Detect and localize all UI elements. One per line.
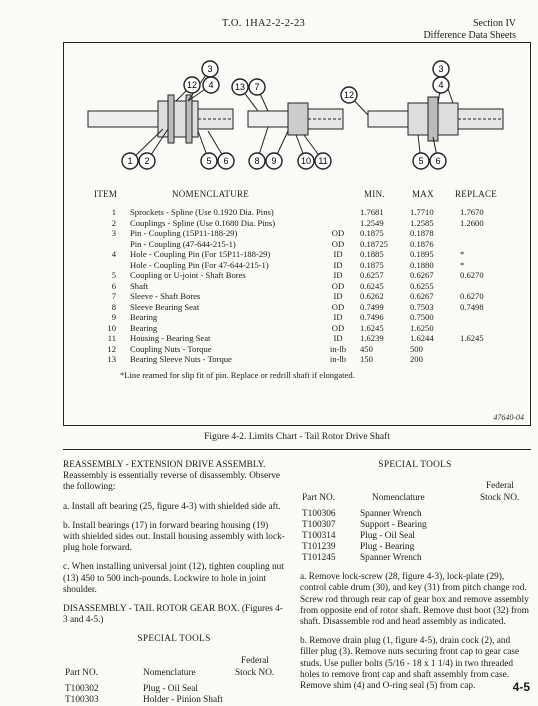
col-stock-1: Federal: [241, 655, 269, 666]
callout-2: [139, 153, 155, 169]
section-title: Difference Data Sheets: [423, 30, 516, 41]
reassembly-intro: REASSEMBLY - EXTENSION DRIVE ASSEMBLY. Reassembly is essentially reverse of disassembly. Observe the following:: [63, 460, 281, 493]
callout-10: [298, 153, 314, 169]
tool-row: T100302 Plug - Oil Seal: [65, 683, 199, 694]
table-row: 12 Coupling Nuts - Torque in-lb 450 500: [107, 343, 423, 354]
svg-text:6: 6: [223, 156, 229, 166]
col-part: Part NO.: [302, 493, 336, 504]
step-c-left: c. When installing universal joint (12), tighten coupling nut (13) 450 to 500 inch-pounds. Lockwire to hole in joint shoulder.: [63, 562, 284, 595]
svg-text:4: 4: [438, 80, 444, 90]
special-tools-title-left: SPECIAL TOOLS: [137, 634, 211, 645]
left-column: [63, 460, 285, 706]
tool-row: T100306 Spanner Wrench: [302, 509, 422, 520]
table-row: 10 Bearing OD 1.6245 1.6250: [107, 322, 434, 333]
drawing-number-stamp: 47640-04: [493, 413, 524, 422]
section-header: [423, 18, 516, 42]
svg-text:13: 13: [234, 82, 246, 92]
right-column: [300, 460, 530, 700]
tools-header-left: [63, 654, 285, 680]
table-row: 2 Couplings - Spline (Use 0.1680 Dia. Pins) 1.2549 1.2585 1.2600: [111, 217, 484, 228]
figure-caption: Figure 4-2. Limits Chart - Tail Rotor Drive Shaft: [204, 432, 390, 442]
svg-text:9: 9: [271, 156, 277, 166]
svg-text:4: 4: [208, 80, 214, 90]
table-footnote: *Line reamed for slip fit of pin. Replace or redrill shaft if elongated.: [120, 369, 355, 380]
tool-row: T100303 Holder - Pinion Shaft: [65, 694, 223, 705]
header-replace: REPLACE: [455, 189, 498, 199]
callout-6-right: [430, 153, 446, 169]
svg-text:6: 6: [435, 156, 441, 166]
svg-text:1: 1: [127, 156, 133, 166]
svg-text:2: 2: [144, 156, 150, 166]
page-number: 4-5: [512, 680, 530, 694]
limits-table-body: [72, 207, 528, 365]
callout-13: [232, 79, 248, 95]
table-row: 8 Sleeve Bearing Seat OD 0.7499 0.7503 0.7498: [111, 301, 484, 312]
tools-header-right: [300, 479, 530, 505]
drive-shaft-drawing: [68, 49, 528, 189]
svg-text:12: 12: [343, 90, 355, 100]
table-row: 6 Shaft OD 0.6245 0.6255: [111, 280, 434, 291]
header-min: MIN.: [364, 189, 385, 199]
table-row: 4 Hole - Coupling Pin (For 15P11-188-29) ID 0.1885 0.1895 *: [111, 249, 465, 259]
callout-6-left: [218, 153, 234, 169]
tool-row: T101245 Spanner Wrench: [302, 553, 422, 564]
doc-number: T.O. 1HA2-2-2-23: [222, 18, 306, 29]
limits-table-header: [72, 189, 528, 203]
callout-4-left: [203, 77, 219, 93]
callout-8: [249, 153, 265, 169]
tool-row: T100314 Plug - Oil Seal: [302, 531, 416, 542]
svg-text:5: 5: [206, 156, 212, 166]
callout-11: [315, 153, 331, 169]
svg-text:12: 12: [186, 80, 198, 90]
col-nomenclature: Nomenclature: [143, 667, 196, 678]
svg-text:5: 5: [418, 156, 424, 166]
table-row: Pin - Coupling (47-644-215-1) OD 0.18725 0.1876: [130, 238, 434, 249]
step-a-right: a. Remove lock-screw (28, figure 4-3), lock-plate (29), control cable drum (30), and key (31) from pitch change rod. Screw rod through rear cap of gear box and remove assembly from opposite end of rotor shaft. Remove dust boot (32) from shaft. Disassemble rod and head assembly as indicated.: [300, 572, 530, 628]
svg-text:3: 3: [207, 64, 213, 74]
divider: [63, 449, 531, 450]
step-a-left: a. Install aft bearing (25, figure 4-3) with shielded side aft.: [63, 501, 281, 512]
table-row: 5 Coupling or U-joint - Shaft Bores ID 0.6257 0.6267 0.6270: [111, 270, 484, 280]
callout-3-right: [433, 61, 449, 77]
step-b-left: b. Install bearings (17) in forward bearing housing (19) with shielded sides out. Install housing assembly with lock-plug hole forward.: [63, 520, 285, 554]
callout-12-middle: [341, 87, 357, 103]
header-max: MAX: [412, 189, 434, 199]
header-item: ITEM: [94, 189, 118, 199]
callout-4-right: [433, 77, 449, 93]
col-stock-1: Federal: [486, 481, 514, 492]
figure-limits-chart: [63, 42, 531, 426]
disassembly-heading: DISASSEMBLY - TAIL ROTOR GEAR BOX. (Figures 4-3 and 4-5.): [63, 604, 283, 626]
tool-row: T101239 Plug - Bearing: [302, 542, 415, 553]
callout-7: [249, 79, 265, 95]
callout-1: [122, 153, 138, 169]
svg-text:7: 7: [254, 82, 260, 92]
tool-row: T100307 Support - Bearing: [302, 520, 427, 531]
section-label: Section IV: [472, 18, 516, 29]
col-nomenclature: Nomenclature: [372, 493, 425, 504]
header-nomenclature: NOMENCLATURE: [172, 189, 250, 199]
limits-table: [72, 189, 528, 380]
col-stock-2: Stock NO.: [235, 667, 275, 678]
callout-5-right: [413, 153, 429, 169]
table-row: 3 Pin - Coupling (15P11-188-29) OD 0.1875 0.1878: [111, 228, 434, 238]
table-row: Hole - Coupling Pin (For 47-644-215-1) ID 0.1875 0.1880 *: [130, 259, 465, 270]
callout-3-left: [202, 61, 218, 77]
col-part: Part NO.: [65, 667, 99, 678]
svg-text:11: 11: [318, 156, 328, 166]
svg-text:10: 10: [300, 156, 312, 166]
callout-5-left: [201, 153, 217, 169]
callout-9: [266, 153, 282, 169]
col-stock-2: Stock NO.: [480, 493, 520, 504]
svg-text:8: 8: [254, 156, 260, 166]
svg-text:3: 3: [438, 64, 444, 74]
table-row: 7 Sleeve - Shaft Bores ID 0.6262 0.6267 0.6270: [111, 291, 484, 301]
table-row: 13 Bearing Sleeve Nuts - Torque in-lb 150 200: [107, 354, 423, 364]
table-row: 9 Bearing ID 0.7496 0.7500: [111, 312, 434, 322]
special-tools-title-right: SPECIAL TOOLS: [378, 460, 452, 470]
table-row: 1 Sprockets - Spline (Use 0.1920 Dia. Pins) 1.7681 1.7710 1.7670: [111, 207, 484, 217]
callout-12-left: [184, 77, 200, 93]
table-row: 11 Housing - Bearing Seat ID 1.6239 1.6244 1.6245: [107, 333, 484, 343]
step-b-right: b. Remove drain plug (1, figure 4-5), drain cock (2), and filler plug (3). Remove nuts securing front cap to gear case studs. Use puller bolts (5/16 - 18 x 1 1/4) in two threaded holes to remove front cap and shaft assembly from case. Remove shim (4) and O-ring seal (5) from cap.: [300, 636, 520, 692]
